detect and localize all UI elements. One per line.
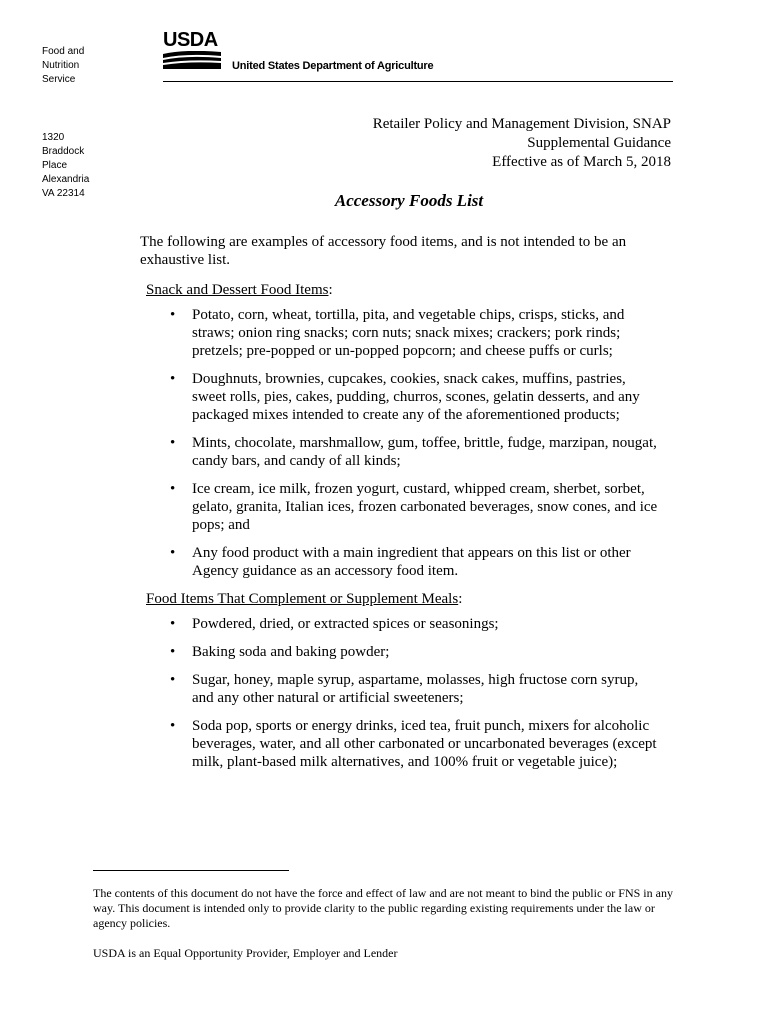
list-item: • Powdered, dried, or extracted spices or seasonings; — [170, 616, 499, 632]
address-line: Place — [42, 160, 68, 171]
division-line: Supplemental Guidance — [527, 135, 671, 151]
bullet-icon: • — [170, 644, 176, 660]
equal-opportunity-statement: USDA is an Equal Opportunity Provider, Employer and Lender — [93, 946, 398, 960]
bullet-icon: • — [170, 616, 176, 632]
item-list — [140, 615, 660, 771]
item-list — [140, 306, 660, 580]
bullet-icon: • — [170, 672, 176, 688]
bullet-icon: • — [170, 307, 176, 323]
agency-line: Nutrition — [42, 60, 80, 71]
list-item: • Ice cream, ice milk, frozen yogurt, custard, whipped cream, sherbet, sorbet, gelato, granita, Italian ices, frozen carbonated beverages, snow cones, and ice pops; and — [170, 481, 658, 533]
header-divider — [163, 81, 673, 82]
section-snacks — [140, 281, 660, 580]
division-line: Effective as of March 5, 2018 — [492, 154, 671, 170]
list-item: • Soda pop, sports or energy drinks, iced tea, fruit punch, mixers for alcoholic beverages, water, and all other carbonated or uncarbonated beverages (except milk, plant-based milk alternatives, and 100% fruit or vegetable juice); — [170, 718, 657, 770]
intro-paragraph: The following are examples of accessory food items, and is not intended to be an exhaustive list. — [140, 234, 627, 268]
address-line: Alexandria — [42, 174, 90, 185]
bullet-icon: • — [170, 371, 176, 387]
bullet-icon: • — [170, 435, 176, 451]
agency-name — [42, 45, 112, 87]
list-item: • Baking soda and baking powder; — [170, 644, 390, 660]
list-item: • Any food product with a main ingredient that appears on this list or other Agency guidance as an accessory food item. — [170, 545, 631, 579]
agency-line: Food and — [42, 46, 85, 57]
list-item: • Sugar, honey, maple syrup, aspartame, molasses, high fructose corn syrup, and any other natural or artificial sweeteners; — [170, 672, 639, 706]
list-item: • Potato, corn, wheat, tortilla, pita, and vegetable chips, crisps, sticks, and straws; onion ring snacks; corn nuts; snack mixes; crackers; pork rinds; pretzels; pre-popped or un-popped popcorn; and cheese puffs or curls; — [170, 307, 625, 359]
address-line: 1320 — [42, 132, 65, 143]
department-name: United States Department of Agriculture — [232, 60, 434, 72]
address-line: Braddock — [42, 146, 85, 157]
list-item: • Doughnuts, brownies, cupcakes, cookies, snack cakes, muffins, pastries, sweet rolls, pies, cakes, pudding, churros, scones, gelatin desserts, and any packaged mixes intended to create any of the aforementioned products; — [170, 371, 640, 423]
section-heading: Snack and Dessert Food Items: — [146, 282, 333, 298]
bullet-icon: • — [170, 718, 176, 734]
document-body — [140, 233, 660, 781]
usda-logo — [163, 30, 223, 74]
usda-logo-text: USDA — [163, 29, 218, 51]
document-title: Accessory Foods List — [334, 191, 484, 210]
footnote-divider — [93, 870, 289, 871]
division-info — [373, 115, 671, 172]
section-meal-complements — [140, 590, 660, 771]
agency-line: Service — [42, 74, 76, 85]
bullet-icon: • — [170, 545, 176, 561]
division-line: Retailer Policy and Management Division, SNAP — [372, 116, 671, 132]
address-line: VA 22314 — [42, 188, 85, 199]
section-heading: Food Items That Complement or Supplement Meals: — [146, 591, 463, 607]
footnote: The contents of this document do not have the force and effect of law and are not meant to bind the public or FNS in any way. This document is intended only to provide clarity to the public regarding existing requirements under the law or agency policies. — [93, 886, 673, 930]
list-item: • Mints, chocolate, marshmallow, gum, toffee, brittle, fudge, marzipan, nougat, candy bars, and candy of all kinds; — [170, 435, 657, 469]
bullet-icon: • — [170, 481, 176, 497]
usda-logo-field-icon — [163, 51, 221, 69]
